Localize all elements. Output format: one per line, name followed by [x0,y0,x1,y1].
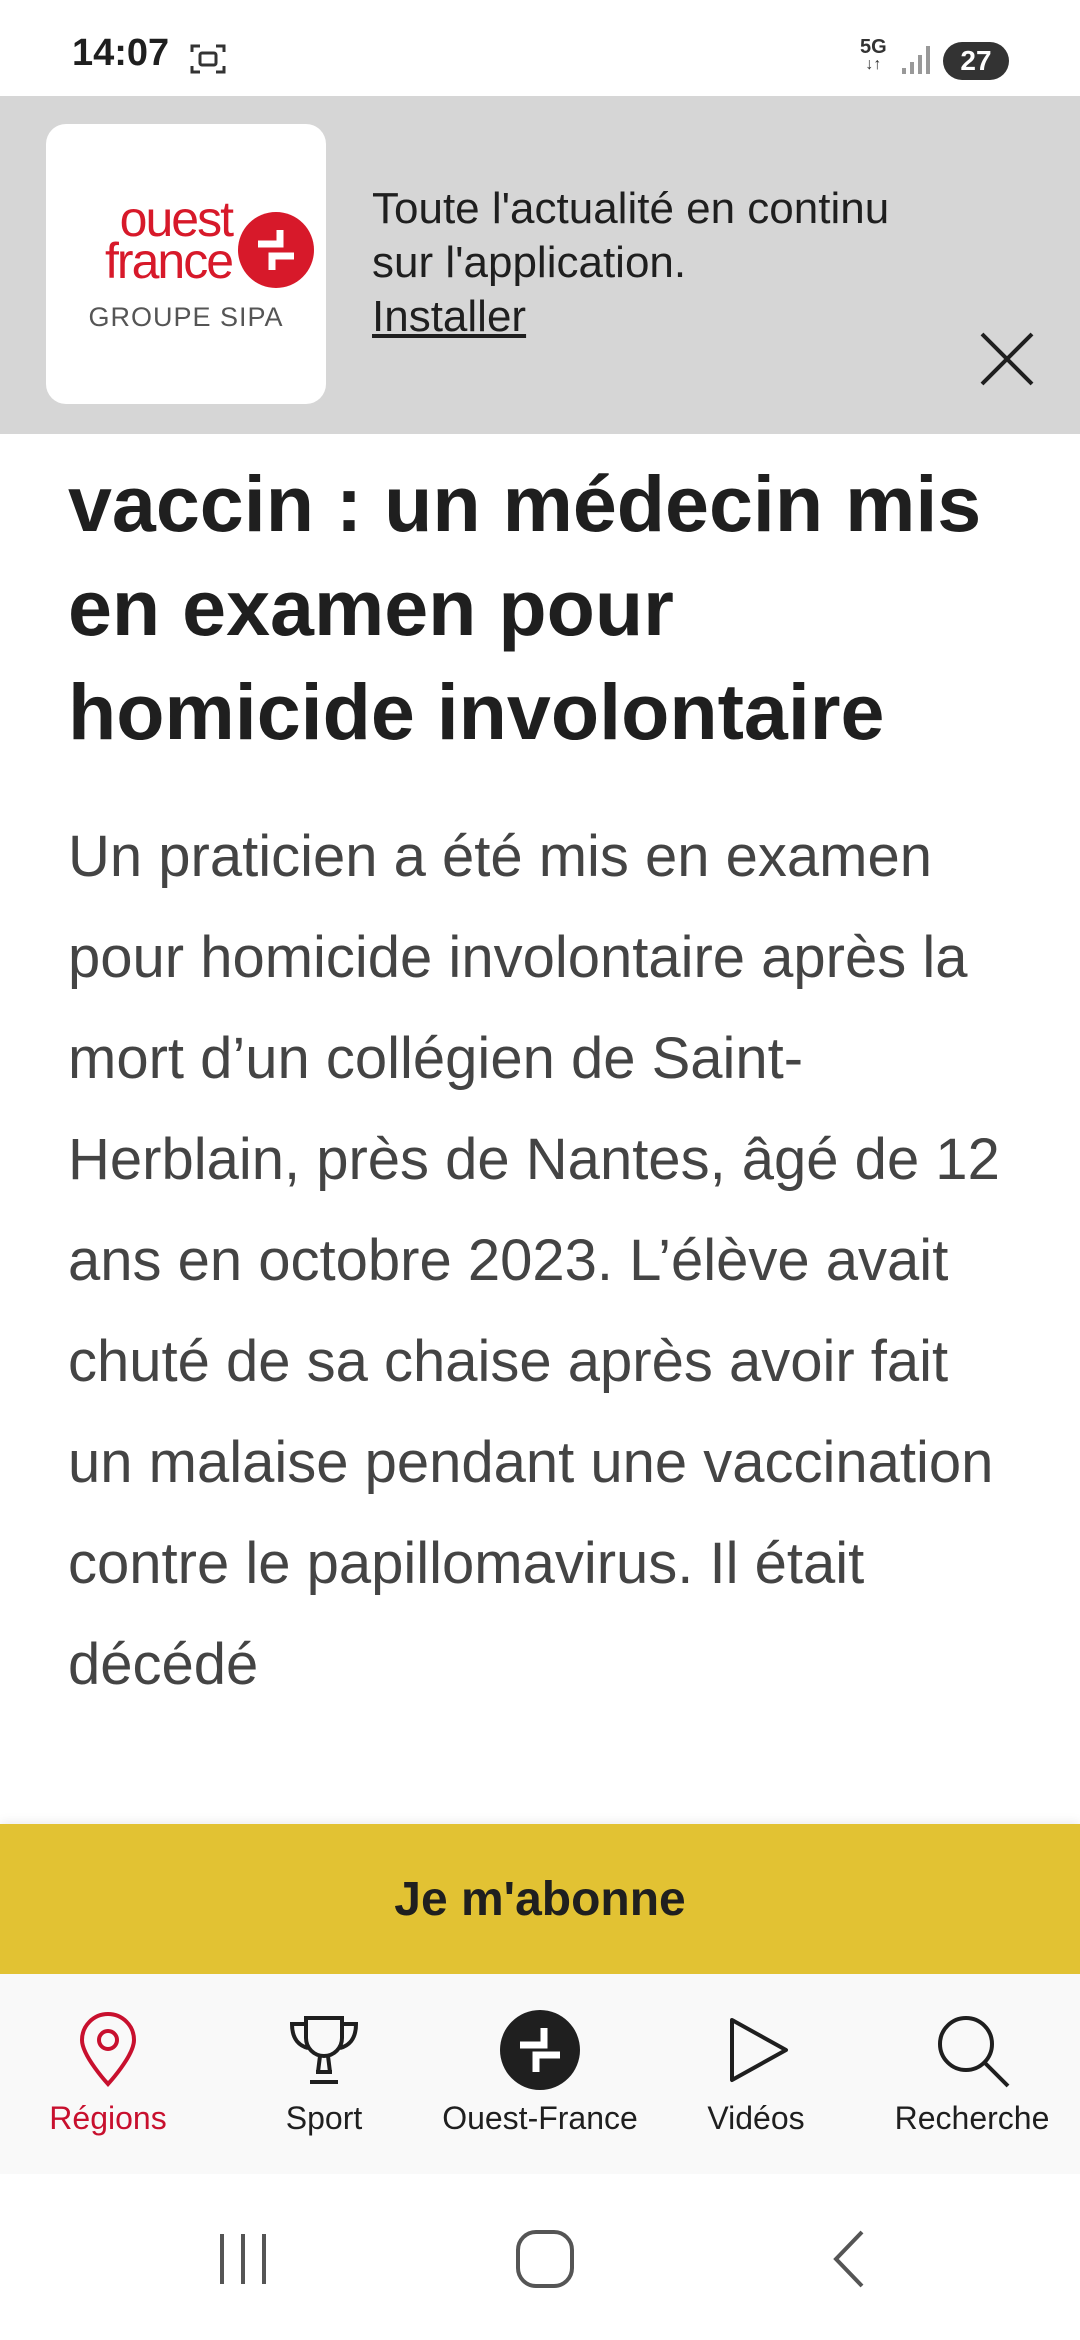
home-icon[interactable] [510,2224,580,2294]
nav-item-ouest-france[interactable] [432,1974,648,2174]
system-navigation-bar [0,2174,1080,2340]
nav-item-search[interactable] [864,1974,1080,2174]
nav-item-videos[interactable] [648,1974,864,2174]
recent-apps-icon[interactable] [208,2224,278,2294]
install-link[interactable]: Installer [372,292,527,341]
status-bar [0,0,1080,96]
screen-capture-icon [190,42,226,76]
nav-label-regions: Régions [49,2100,167,2136]
search-icon [932,2010,1012,2090]
article-lede: Un praticien a été mis en examen pour homicide involontaire après la mort d’un collégien de Saint-Herblain, près de Nantes, âgé de 12 ans en octobre 2023. L’élève avait chuté de sa chaise après avoir fait un malaise pendant une vaccination contre le papillomavirus. Il était décédé [68,824,1000,1697]
location-pin-icon [68,2010,148,2090]
nav-label-videos: Vidéos [707,2100,805,2136]
article-title: vaccin : un médecin mis en examen pour homicide involontaire [68,459,982,756]
back-icon[interactable] [814,2224,884,2294]
nav-label-sport: Sport [285,2100,363,2136]
banner-message: Toute l'actualité en continu sur l'application. Installer [372,182,932,344]
nav-label-ouest-france: Ouest-France [442,2100,638,2136]
battery-icon: 27 [943,42,1009,80]
app-install-banner [0,96,1080,434]
network-type: 5G ↓↑ [860,36,887,73]
bottom-navigation [0,1974,1080,2174]
nav-item-regions[interactable] [0,1974,216,2174]
ouest-france-logo-icon [500,2010,580,2090]
close-icon[interactable] [976,328,1038,390]
trophy-icon [284,2010,364,2090]
ouest-france-logo [46,124,326,404]
article-content [68,434,1028,1824]
status-time: 14:07 [72,32,170,74]
signal-icon [900,42,934,76]
logo-wordmark: ouest france [105,191,232,289]
nav-item-sport[interactable] [216,1974,432,2174]
play-icon [716,2010,796,2090]
subscribe-label: Je m'abonne [394,1872,686,1926]
nav-label-search: Recherche [894,2100,1050,2136]
logo-group-label: GROUPE SIPA [88,302,284,332]
subscribe-button[interactable] [0,1824,1080,1974]
logo-emblem-icon [236,210,316,290]
